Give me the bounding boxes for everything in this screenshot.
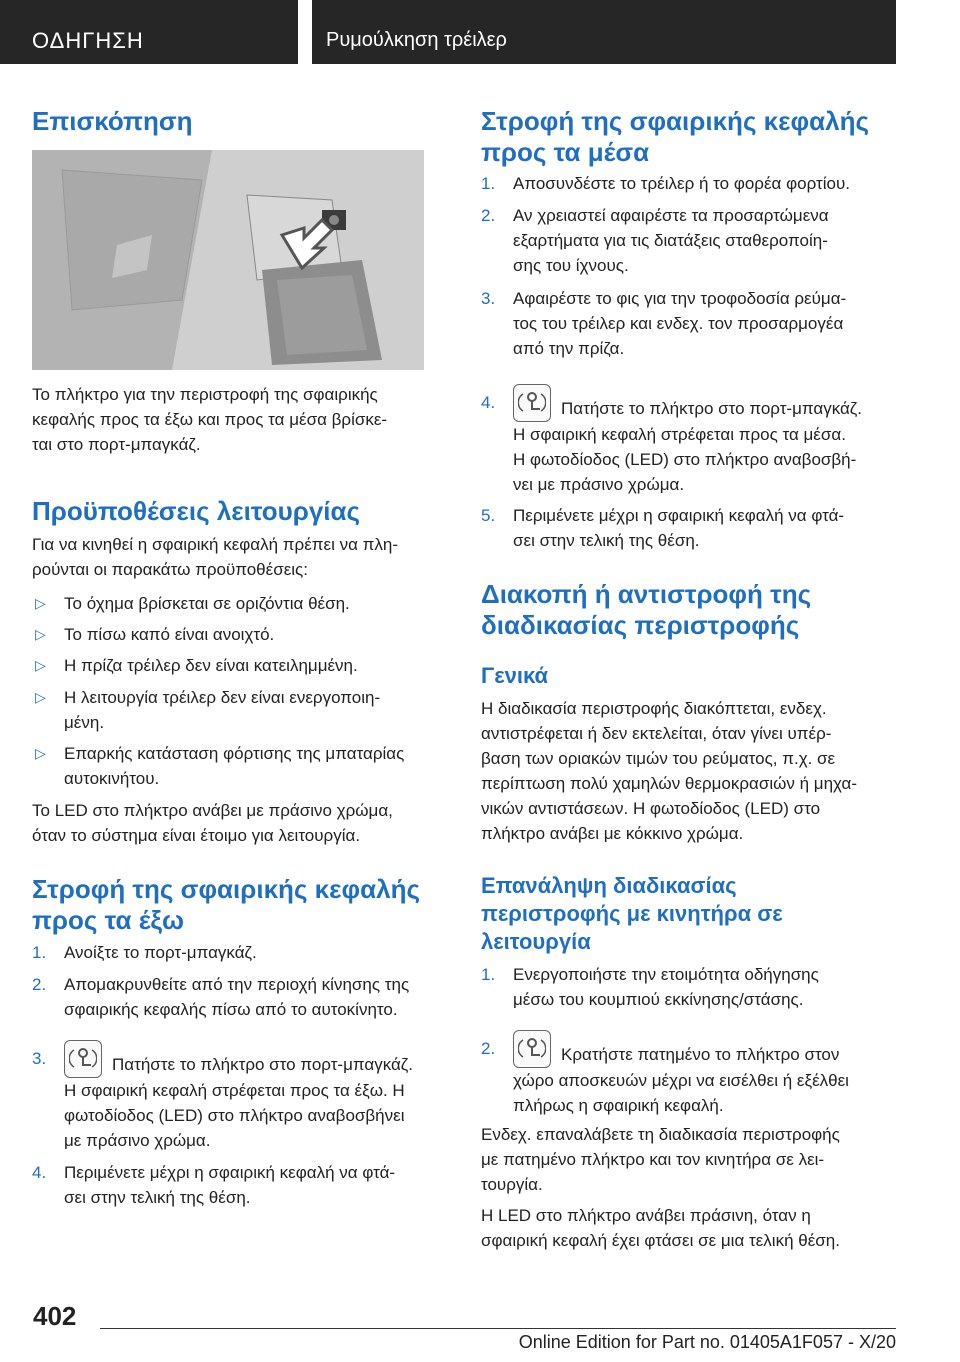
repeat-led-text: Η LED στο πλήκτρο ανάβει πράσινη, όταν η σφαιρική κεφαλή έχει φτάσει σε μια τελική θέση. <box>481 1206 840 1250</box>
swivel-out-heading: Στροφή της σφαιρικής κεφαλής προς τα έξω <box>32 874 420 935</box>
triangle-bullet-icon: ▷ <box>35 626 46 642</box>
overview-text: Το πλήκτρο για την περιστροφή της σφαιρικής κεφαλής προς τα έξω και προς τα μέσα βρίσκε- ται στο πορτ-μπαγκάζ. <box>32 385 388 454</box>
chapter-title: ΟΔΗΓΗΣΗ <box>32 28 144 53</box>
repeat-after-text: Ενδεχ. επαναλάβετε τη διαδικασία περιστροφής με πατημένο πλήκτρο και τον κινητήρα σε λει- τουργία. <box>481 1125 840 1194</box>
trunk-button-photo <box>32 150 424 370</box>
bullet-item: ▷ Η πρίζα τρέιλερ δεν είναι κατειλημμένη. <box>32 653 452 678</box>
triangle-bullet-icon: ▷ <box>35 745 46 761</box>
led-ready-text: Το LED στο πλήκτρο ανάβει με πράσινο χρώμα, όταν το σύστημα είναι έτοιμο για λειτουργία. <box>32 801 393 845</box>
step-item: 1. Αποσυνδέστε το τρέιλερ ή το φορέα φορτίου. <box>481 174 850 193</box>
topic-bar <box>312 0 896 64</box>
trailer-hitch-button-icon <box>513 384 551 422</box>
step-item: 2. Κρατήστε πατημένο το πλήκτρο στον χώρο αποσκευών μέχρι να εισέλθει ή εξέλθει πλήρως η σφαιρική κεφαλή. <box>481 1036 896 1118</box>
page-number: 402 <box>33 1301 77 1331</box>
step-item: 3. Αφαιρέστε το φις για την τροφοδοσία ρεύμα- τος του τρέιλερ και ενδεχ. τον προσαρμογέα από την πρίζα. <box>481 289 847 358</box>
stop-heading: Διακοπή ή αντιστροφή της διαδικασίας περιστροφής <box>481 579 812 640</box>
step-item: 2. Αν χρειαστεί αφαιρέστε τα προσαρτώμενα εξαρτήματα για τις διατάξεις σταθεροποίη- σης του ίχνους. <box>481 206 829 275</box>
step-item: 1. Ενεργοποιήστε την ετοιμότητα οδήγησης μέσω του κουμπιού εκκίνησης/στάσης. <box>481 965 819 1009</box>
edition-note: Online Edition for Part no. 01405A1F057 - X/20 <box>518 1332 896 1352</box>
triangle-bullet-icon: ▷ <box>35 657 46 673</box>
prerequisites-heading: Προϋποθέσεις λειτουργίας <box>32 496 361 526</box>
chapter-tab <box>0 0 298 64</box>
step-item: 4. Περιμένετε μέχρι η σφαιρική κεφαλή να φτά- σει στην τελική της θέση. <box>32 1163 396 1207</box>
step-item: 5. Περιμένετε μέχρι η σφαιρική κεφαλή να φτά- σει στην τελική της θέση. <box>481 506 845 550</box>
bullet-item: ▷ Η λειτουργία τρέιλερ δεν είναι ενεργοποιη- μένη. <box>32 685 452 735</box>
step-item: 1. Ανοίξτε το πορτ-μπαγκάζ. <box>32 943 257 962</box>
swivel-in-heading: Στροφή της σφαιρικής κεφαλής προς τα μέσα <box>481 106 869 167</box>
overview-heading: Επισκόπηση <box>32 106 193 136</box>
triangle-bullet-icon: ▷ <box>35 689 46 705</box>
bullet-item: ▷ Επαρκής κατάσταση φόρτισης της μπαταρίας αυτοκινήτου. <box>32 741 452 791</box>
bullet-item: ▷ Το όχημα βρίσκεται σε οριζόντια θέση. <box>32 591 452 616</box>
bullet-item: ▷ Το πίσω καπό είναι ανοιχτό. <box>32 622 452 647</box>
general-heading: Γενικά <box>481 663 549 688</box>
prerequisites-intro: Για να κινηθεί η σφαιρική κεφαλή πρέπει να πλη- ρούνται οι παρακάτω προϋποθέσεις: <box>32 535 398 579</box>
step-item: 3. Πατήστε το πλήκτρο στο πορτ-μπαγκάζ. Η σφαιρική κεφαλή στρέφεται προς τα έξω. Η φωτοδίοδος (LED) στο πλήκτρο αναβοσβήνει με πράσινο χρώμα. <box>32 1046 452 1153</box>
triangle-bullet-icon: ▷ <box>35 595 46 611</box>
trailer-hitch-button-icon <box>513 1030 551 1068</box>
trailer-hitch-button-icon <box>64 1040 102 1078</box>
topic-title: Ρυμούλκηση τρέιλερ <box>326 29 507 51</box>
general-text: Η διαδικασία περιστροφής διακόπτεται, ενδεχ. αντιστρέφεται ή δεν εκτελείται, όταν γίνει υπέρ- βαση των οριακών τιμών του ρεύματος, π.χ. σε περίπτωση πολύ χαμηλών θερμοκρασιών ή μηχα- νικών αντιστάσεων. Η φωτοδίοδος (LED) στο πλήκτρο ανάβει με κόκκινο χρώμα. <box>481 699 858 843</box>
step-item: 4. Πατήστε το πλήκτρο στο πορτ-μπαγκάζ. Η σφαιρική κεφαλή στρέφεται προς τα μέσα. Η φωτοδίοδος (LED) στο πλήκτρο αναβοσβή- νει με πράσινο χρώμα. <box>481 390 896 497</box>
footer-divider <box>100 1328 896 1329</box>
repeat-heading: Επανάληψη διαδικασίας περιστροφής με κινητήρα σε λειτουργία <box>481 873 783 954</box>
step-item: 2. Απομακρυνθείτε από την περιοχή κίνησης της σφαιρικής κεφαλής πίσω από το αυτοκίνητο. <box>32 975 410 1019</box>
